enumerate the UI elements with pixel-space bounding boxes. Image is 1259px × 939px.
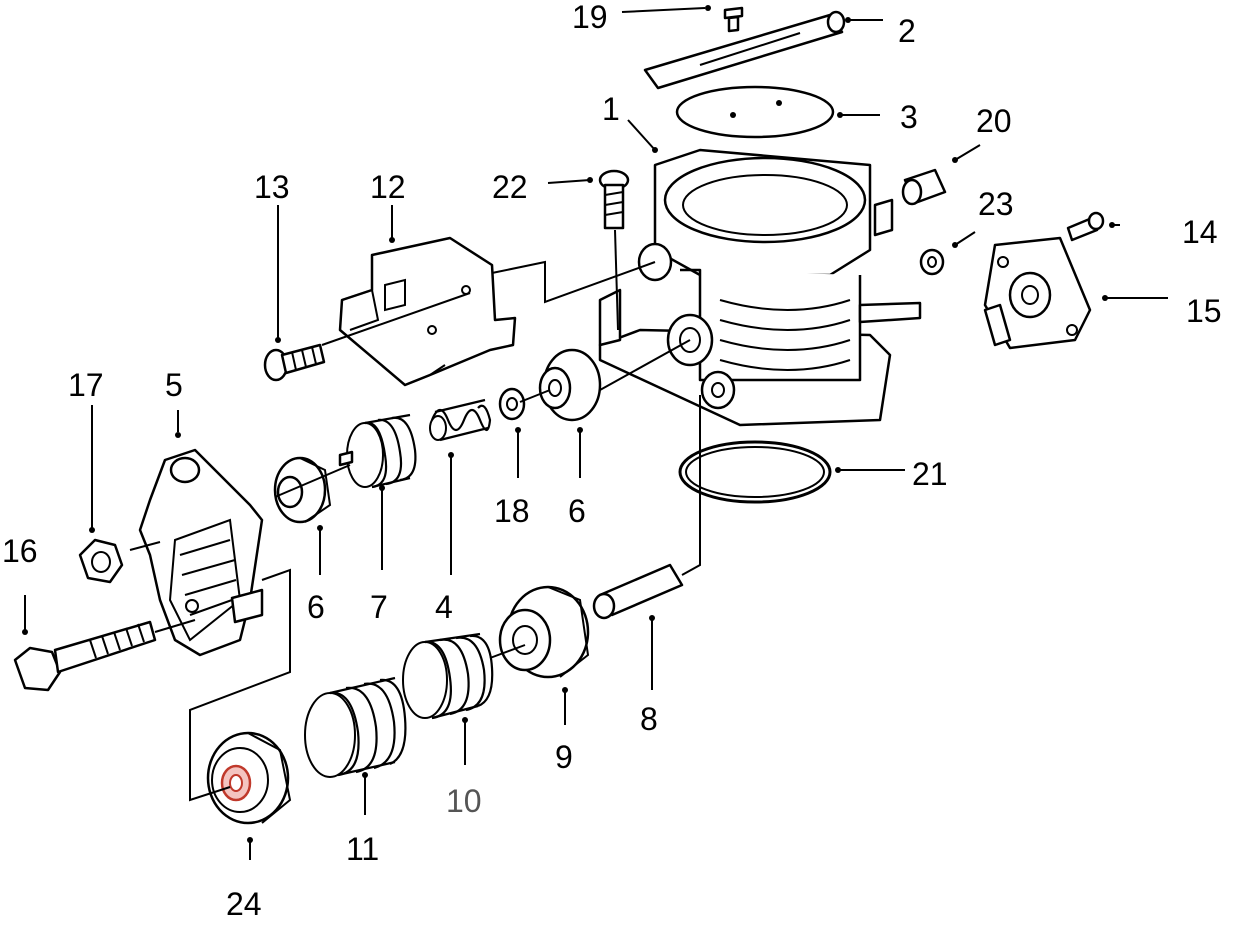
- small-spring: [430, 400, 490, 440]
- label-16: 16: [2, 533, 38, 569]
- label-13: 13: [254, 169, 290, 205]
- label-2: 2: [898, 13, 916, 49]
- washer: [500, 389, 524, 419]
- label-15: 15: [1186, 293, 1222, 329]
- label-5: 5: [165, 367, 183, 403]
- label-18: 18: [494, 493, 530, 529]
- label-4: 4: [435, 589, 453, 625]
- label-11: 11: [346, 831, 380, 867]
- label-17: 17: [68, 367, 104, 403]
- large-spring: [403, 634, 492, 718]
- circlip: [921, 250, 943, 274]
- label-22: 22: [492, 169, 528, 205]
- spring-cap-upper: [540, 350, 600, 420]
- sleeve: [903, 170, 945, 204]
- label-6-upper: 6: [568, 493, 586, 529]
- throttle-position-sensor: [985, 238, 1090, 348]
- label-14: 14: [1182, 214, 1218, 250]
- bracket-bolt: [265, 345, 324, 380]
- label-21: 21: [912, 456, 948, 492]
- throttle-plate: [677, 87, 833, 137]
- label-8: 8: [640, 701, 658, 737]
- spring-retainer: [208, 733, 290, 823]
- label-6-lower: 6: [307, 589, 325, 625]
- throttle-shaft: [645, 12, 844, 88]
- label-10: 10: [446, 783, 482, 819]
- hex-nut: [80, 540, 122, 582]
- outer-spring: [305, 678, 405, 777]
- label-1: 1: [602, 91, 620, 127]
- sleeve-pin: [594, 565, 682, 618]
- spring-housing: [500, 587, 588, 677]
- label-3: 3: [900, 99, 918, 135]
- bracket: [340, 238, 515, 385]
- throttle-lever: [140, 450, 262, 655]
- plate-screw: [725, 8, 742, 31]
- sensor-screw: [1068, 213, 1103, 240]
- o-ring: [680, 442, 830, 502]
- label-19: 19: [572, 0, 608, 35]
- long-bolt: [15, 622, 155, 690]
- label-23: 23: [978, 186, 1014, 222]
- label-7: 7: [370, 589, 388, 625]
- spring-cap-lower: [275, 458, 330, 522]
- label-24: 24: [226, 886, 262, 922]
- medium-spring: [340, 415, 415, 487]
- label-20: 20: [976, 103, 1012, 139]
- housing-screw: [600, 171, 628, 228]
- label-12: 12: [370, 169, 406, 205]
- label-9: 9: [555, 739, 573, 775]
- throttle-body-housing: [600, 150, 920, 425]
